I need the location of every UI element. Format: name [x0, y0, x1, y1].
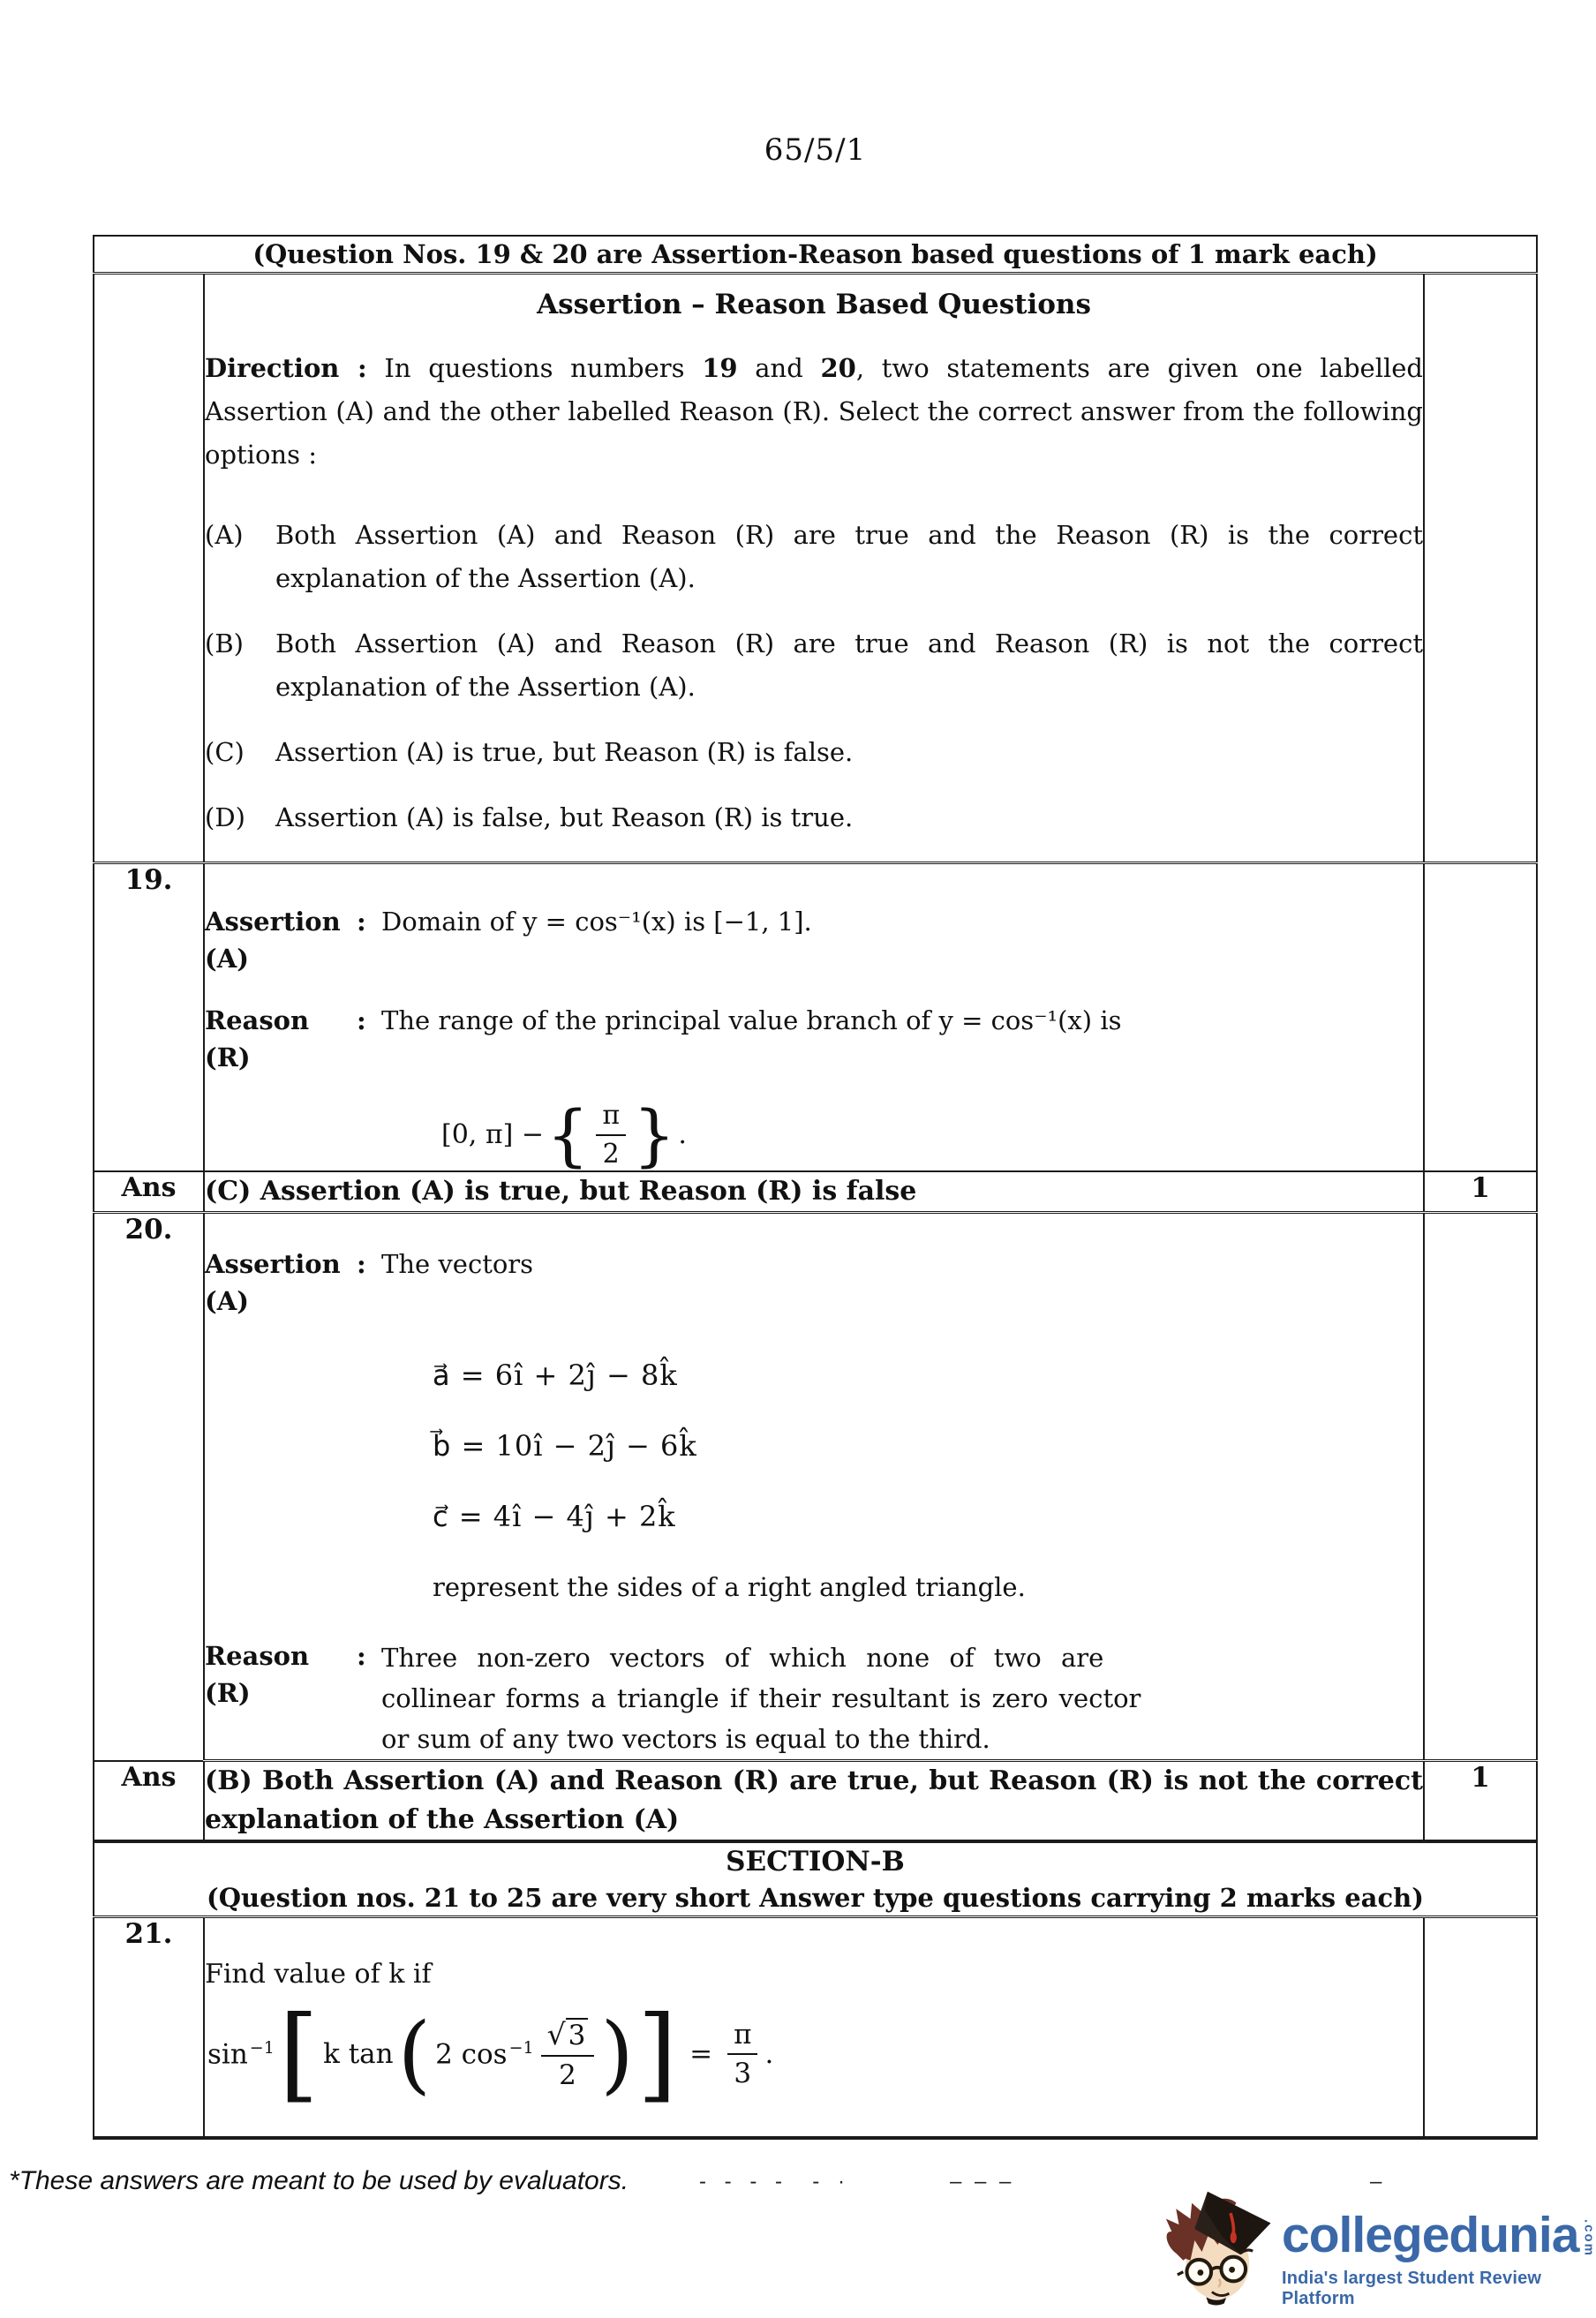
right-paren: ): [600, 2004, 634, 2104]
colon: :: [357, 1005, 366, 1035]
answer-line-1: (B) Both Assertion (A) and Reason (R) are true, but Reason (R) is not the correct: [205, 1765, 1423, 1796]
q20-reason: [205, 1637, 1423, 1759]
answer-text: (C) Assertion (A) is true, but Reason (R) is false: [204, 1171, 1424, 1213]
direction-num-19: 19: [702, 353, 738, 383]
brand-tld: .com: [1581, 2219, 1596, 2258]
option-label: (C): [205, 737, 245, 767]
question-20-row: [94, 1213, 1537, 1761]
answer-text: [204, 1761, 1424, 1842]
mascot-icon: [1162, 2177, 1276, 2315]
left-brace: {: [546, 1095, 590, 1174]
redaction-dashes: –: [1370, 2170, 1389, 2194]
q19-reason: [205, 1002, 1423, 1076]
answer-label: Ans: [94, 1761, 204, 1842]
math-prefix: [0, π] −: [441, 1119, 544, 1150]
reason-line-3: or sum of any two vectors is equal to the third.: [381, 1724, 990, 1754]
marking-scheme-table: [93, 235, 1538, 2140]
equals-sign: =: [689, 2038, 713, 2071]
answer-label: Ans: [94, 1171, 204, 1213]
assertion-label: Assertion (A): [205, 907, 341, 974]
section-b-title: SECTION-B: [726, 1846, 905, 1878]
question-20-content: [204, 1213, 1424, 1761]
fraction-denominator: 3: [734, 2058, 752, 2090]
marks-value: 1: [1424, 1761, 1537, 1842]
option-row-a: [205, 514, 1423, 600]
question-19-content: [204, 863, 1424, 1172]
direction-paragraph: [205, 347, 1423, 477]
reason-text: The range of the principal value branch of y = cos⁻¹(x) is: [381, 1005, 1122, 1035]
fraction-numerator: √3: [541, 2016, 595, 2057]
intro-marks-cell: [1424, 274, 1537, 863]
marks-value: 1: [1424, 1171, 1537, 1213]
assertion-text: The vectors: [381, 1249, 534, 1279]
fraction-denominator: 2: [559, 2058, 576, 2091]
option-row-b: [205, 622, 1423, 709]
fraction-numerator: π: [596, 1099, 626, 1136]
option-label: (A): [205, 520, 244, 550]
fraction-numerator: π: [727, 2018, 757, 2056]
direction-seg1: In questions numbers: [366, 353, 703, 383]
pi-fraction: [727, 2018, 757, 2092]
brand-tagline: India's largest Student Review Platform: [1282, 2269, 1542, 2308]
left-paren: (: [397, 2004, 432, 2104]
option-text: Assertion (A) is true, but Reason (R) is false.: [275, 737, 854, 767]
question-number: 21.: [94, 1917, 204, 2138]
collegedunia-logo: [1162, 2177, 1596, 2315]
right-brace: }: [633, 1095, 676, 1174]
fraction: [596, 1099, 626, 1170]
q19-assertion: [205, 903, 1423, 977]
option-text: Both Assertion (A) and Reason (R) are true and the Reason (R) is the correct explanation of the Assertion (A).: [275, 520, 1423, 593]
option-label: (D): [205, 802, 245, 832]
question-19-marks-cell: [1424, 863, 1537, 1172]
section-b-note: (Question nos. 21 to 25 are very short Answer type questions carrying 2 marks each): [207, 1883, 1424, 1913]
option-row-c: [205, 731, 1423, 774]
answer-19-row: [94, 1171, 1537, 1213]
section-b-header: [94, 1841, 1537, 1917]
colon: :: [357, 1641, 366, 1671]
paper-code: 65/5/1: [764, 132, 867, 168]
redaction-dashes: – – –: [950, 2170, 1015, 2194]
sqrt-fraction: [541, 2016, 595, 2093]
colon: :: [357, 907, 366, 937]
logo-text: [1282, 2207, 1596, 2309]
section-heading: Assertion – Reason Based Questions: [537, 289, 1091, 320]
left-bracket: [: [278, 1994, 320, 2113]
option-list: [205, 514, 1423, 839]
cos-inverse: 2 cos $^{-1}$: [435, 2038, 534, 2071]
direction-seg3: , two statements are given one labelled Assertion (A) and the other labelled Reason (R). Select the correct answer from the following options :: [205, 353, 1423, 470]
question-19-row: [94, 863, 1537, 1172]
option-row-d: [205, 796, 1423, 839]
assertion-note: (Question Nos. 19 & 20 are Assertion-Reason based questions of 1 mark each): [94, 236, 1537, 274]
answer-20-row: [94, 1761, 1537, 1842]
intro-row: [94, 274, 1537, 863]
answer-line-2: explanation of the Assertion (A): [205, 1804, 680, 1835]
option-text: Assertion (A) is false, but Reason (R) is true.: [275, 802, 854, 832]
q19-math: [441, 1095, 1423, 1174]
question-21-row: [94, 1917, 1537, 2138]
reason-line-2: collinear forms a triangle if their resultant is zero vector: [381, 1683, 1141, 1713]
vector-equation-b: b⃗ = 10î − 2ĵ − 6k̂: [433, 1429, 697, 1463]
colon: :: [357, 1249, 366, 1279]
fraction-denominator: 2: [602, 1138, 620, 1170]
question-number: 20.: [94, 1213, 204, 1761]
reason-line-1: Three non-zero vectors of which none of two are: [381, 1643, 1104, 1673]
question-20-marks-cell: [1424, 1213, 1537, 1761]
assertion-text: Domain of y = cos⁻¹(x) is [−1, 1].: [381, 907, 812, 937]
direction-num-20: 20: [820, 353, 856, 383]
q21-prompt: Find value of k if: [205, 1959, 432, 1990]
q21-formula: [205, 1994, 1423, 2113]
assertion-label: Assertion (A): [205, 1249, 341, 1316]
redaction-dashes: - - - - - ·: [699, 2170, 851, 2194]
brand-text: collegedunia: [1282, 2207, 1579, 2263]
math-period: .: [764, 2038, 774, 2071]
question-21-marks-cell: [1424, 1917, 1537, 2138]
radical-icon: √: [546, 2017, 566, 2052]
question-number: 19.: [94, 863, 204, 1172]
direction-seg2: and: [737, 353, 821, 383]
direction-label: Direction :: [205, 353, 367, 383]
reason-label: Reason (R): [205, 1005, 310, 1072]
right-bracket: ]: [636, 1994, 678, 2113]
intro-number-cell: [94, 274, 204, 863]
evaluator-footnote: *These answers are meant to be used by evaluators.: [9, 2166, 629, 2195]
vector-equation-a: a⃗ = 6î + 2ĵ − 8k̂: [433, 1358, 678, 1392]
reason-label: Reason (R): [205, 1641, 310, 1708]
reason-text: [381, 1637, 1423, 1759]
math-period: .: [678, 1119, 687, 1150]
vector-equation-c: c⃗ = 4î − 4ĵ + 2k̂: [433, 1500, 676, 1533]
k-tan: k tan: [323, 2038, 394, 2071]
option-text: Both Assertion (A) and Reason (R) are true and Reason (R) is not the correct explanation of the Assertion (A).: [275, 628, 1423, 702]
option-label: (B): [205, 628, 244, 659]
section-b-row: [94, 1841, 1537, 1917]
sin-inverse: sin $^{-1}$: [207, 2038, 275, 2071]
assertion-note-row: [94, 236, 1537, 274]
question-21-content: [204, 1917, 1424, 2138]
q20-statement: represent the sides of a right angled triangle.: [433, 1572, 1026, 1602]
intro-content-cell: [204, 274, 1424, 863]
q20-assertion: [205, 1246, 1423, 1320]
